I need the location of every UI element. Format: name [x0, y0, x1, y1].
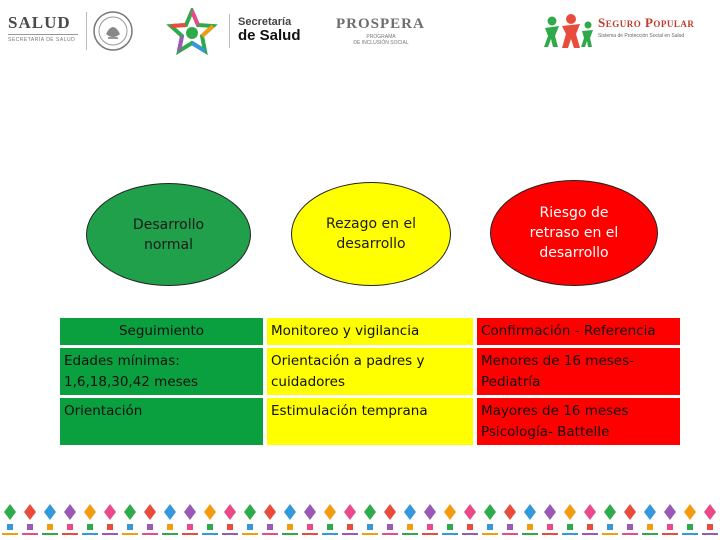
ellipse-red-label: Riesgo de retraso en el desarrollo [529, 205, 619, 261]
footer-motif-icon [582, 504, 598, 534]
salud-logo-title: SALUD [8, 13, 71, 32]
seguro-popular-figures-icon [542, 14, 594, 50]
footer-motif-icon [322, 504, 338, 534]
salud-logo-subtitle: SECRETARÍA DE SALUD [8, 34, 78, 43]
table-row [60, 348, 680, 398]
footer-motif-icon [2, 504, 18, 534]
mexico-star-logo-icon [164, 8, 220, 58]
mexico-seal-icon [92, 10, 134, 52]
footer-motif-icon [662, 504, 678, 534]
footer-motif-icon [342, 504, 358, 534]
prospera-sub-1: PROGRAMA [366, 34, 396, 40]
ellipse-yellow-label: Rezago en el desarrollo [326, 216, 416, 252]
table-cell-red: Confirmación - Referencia [477, 318, 680, 348]
prospera-title: PROSPERA [336, 16, 425, 32]
footer-motif-icon [82, 504, 98, 534]
footer-motif-icon [302, 504, 318, 534]
table-cell-yellow: Estimulación temprana [267, 398, 477, 448]
ellipse-riesgo [490, 180, 658, 286]
ellipse-green-label: Desarrollo normal [132, 216, 205, 253]
table-cell-red: Menores de 16 meses- Pediatría [477, 348, 680, 398]
table-cell-yellow: Orientación a padres y cuidadores [267, 348, 477, 398]
de-salud-label: de Salud [238, 27, 301, 44]
footer-motif-icon [62, 504, 78, 534]
footer-motif-icon [542, 504, 558, 534]
footer-motif-icon [402, 504, 418, 534]
footer-pattern [0, 494, 720, 540]
footer-motif-icon [482, 504, 498, 534]
footer-motif-icon [142, 504, 158, 534]
footer-motif-icon [102, 504, 118, 534]
footer-motif-icon [682, 504, 698, 534]
seguro-popular-subtitle: Sistema de Protección Social en Salud [598, 33, 685, 39]
footer-motif-icon [622, 504, 638, 534]
footer-motif-icon [442, 504, 458, 534]
header-divider-2 [229, 14, 230, 48]
seguro-popular-title: Seguro Popular [598, 15, 695, 30]
ellipse-desarrollo-normal [86, 183, 251, 286]
footer-motif-icon [642, 504, 658, 534]
table-cell-green: Edades mínimas: 1,6,18,30,42 meses [60, 348, 267, 398]
classification-table [60, 318, 680, 448]
footer-motif-icon [522, 504, 538, 534]
table-cell-red: Mayores de 16 meses Psicología- Battelle [477, 398, 680, 448]
footer-motif-icon [262, 504, 278, 534]
table-cell-green: Seguimiento [60, 318, 267, 348]
footer-motif-icon [282, 504, 298, 534]
footer-motif-icon [182, 504, 198, 534]
footer-motif-icon [382, 504, 398, 534]
footer-motif-icon [362, 504, 378, 534]
footer-motif-icon [162, 504, 178, 534]
prospera-sub-2: DE INCLUSIÓN SOCIAL [353, 40, 409, 46]
footer-motif-icon [222, 504, 238, 534]
secretaria-logo [238, 16, 301, 44]
table-cell-yellow: Monitoreo y vigilancia [267, 318, 477, 348]
footer-motif-icon [122, 504, 138, 534]
table-row [60, 398, 680, 448]
ellipse-rezago [291, 182, 451, 286]
footer-motif-icon [202, 504, 218, 534]
salud-logo [8, 14, 78, 48]
footer-motif-icon [562, 504, 578, 534]
footer-motif-icon [462, 504, 478, 534]
footer-motif-icon [702, 504, 718, 534]
footer-motif-icon [602, 504, 618, 534]
table-cell-green: Orientación [60, 398, 267, 448]
footer-motif-icon [242, 504, 258, 534]
header-divider [86, 12, 87, 50]
seguro-popular-logo [598, 16, 694, 39]
table-row [60, 318, 680, 348]
secretaria-label: Secretaría [238, 16, 292, 28]
footer-motif-icon [502, 504, 518, 534]
footer-motif-icon [42, 504, 58, 534]
prospera-logo [336, 16, 426, 46]
footer-motif-icon [422, 504, 438, 534]
footer-motif-icon [22, 504, 38, 534]
